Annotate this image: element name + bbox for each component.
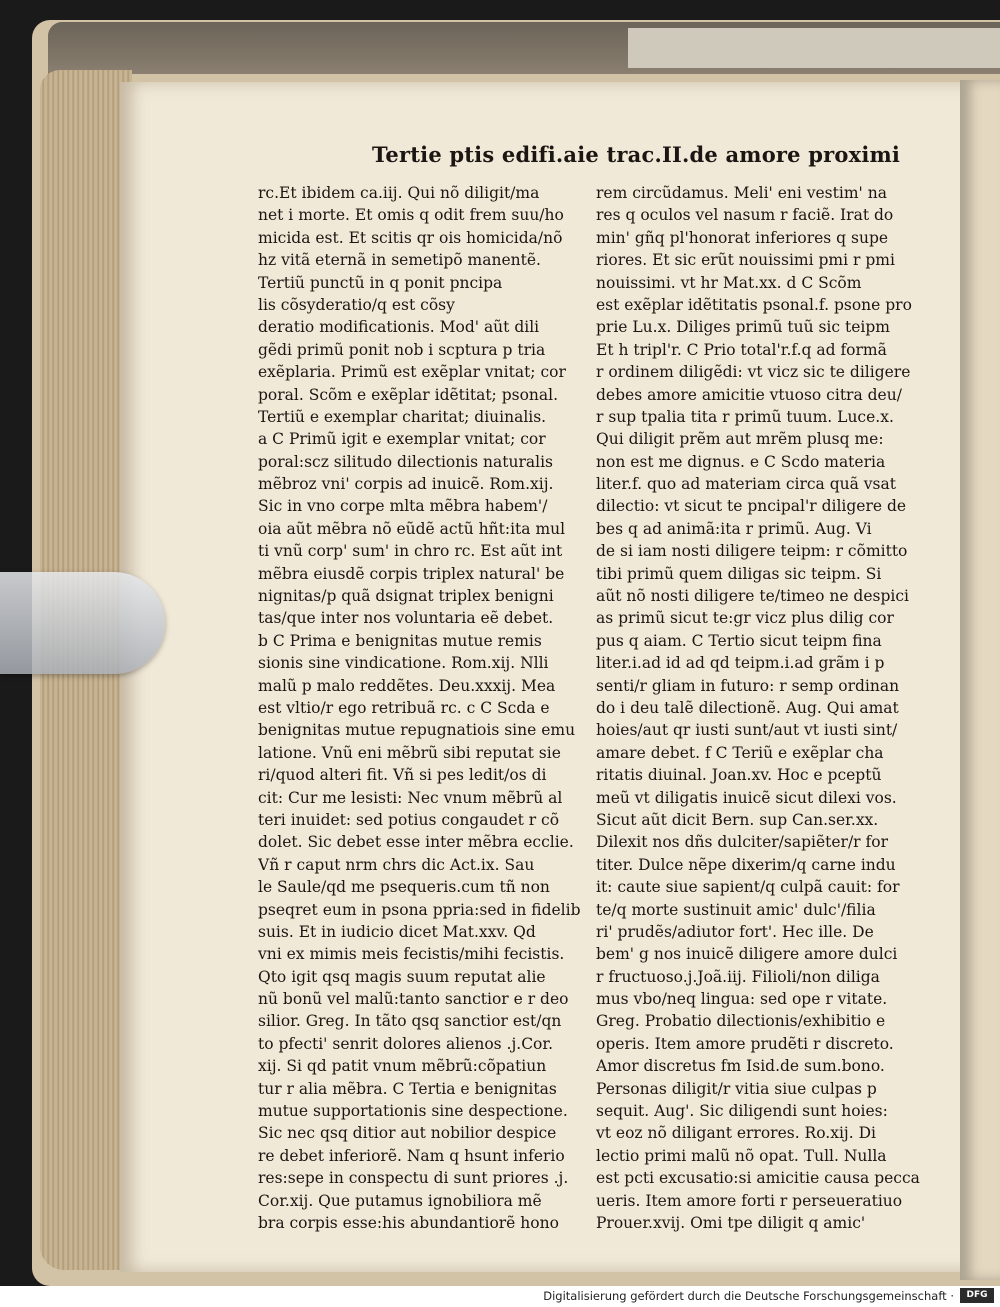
text-line: te/q morte sustinuit amic' dulc'/filia xyxy=(596,900,876,919)
cover-label-strip xyxy=(628,28,1000,68)
dfg-logo: DFG xyxy=(960,1288,994,1303)
text-line: tibi primũ quem diligas sic teipm. Si xyxy=(596,564,882,583)
text-line: latione. Vnũ eni mẽbrũ sibi reputat sie xyxy=(258,743,561,762)
text-line: hoies/aut qr iusti sunt/aut vt iusti sint/ xyxy=(596,721,898,740)
text-line: poral:scz silitudo dilectionis naturalis xyxy=(258,452,554,471)
text-line: nũ bonũ vel malũ:tanto sanctior e r deo xyxy=(258,990,569,1009)
text-line: ritatis diuinal. Joan.xv. Hoc e pceptũ xyxy=(596,766,882,785)
text-line: liter.f. quo ad materiam circa quã vsat xyxy=(596,475,896,494)
text-line: Qui diligit prẽm aut mrẽm plusq me: xyxy=(596,430,884,449)
text-line: bra corpis esse:his abundantiorẽ hono xyxy=(258,1213,559,1232)
text-line: mẽbroz vni' corpis ad inuicẽ. Rom.xij. xyxy=(258,475,554,494)
text-line: ueris. Item amore forti r perseueratiuo xyxy=(596,1191,903,1210)
text-line: prie Lu.x. Diliges primũ tuũ sic teipm xyxy=(596,318,890,337)
text-line: sionis sine vindicatione. Rom.xij. Nlli xyxy=(258,654,549,673)
text-line: riores. Et sic erũt nouissimi pmi r pmi xyxy=(596,251,895,270)
text-line: micida est. Et scitis qr ois homicida/nõ xyxy=(258,228,563,247)
text-line: nignitas/p quã dsignat triplex benigni xyxy=(258,587,554,606)
text-line: r sup tpalia tita r primũ tuum. Luce.x. xyxy=(596,407,894,426)
text-line: liter.i.ad id ad qd teipm.i.ad grãm i p xyxy=(596,654,885,673)
text-line: re debet inferiorẽ. Nam q hsunt inferio xyxy=(258,1146,565,1165)
text-line: poral. Scõm e exẽplar idẽtitat; psonal. xyxy=(258,385,559,404)
text-line: de si iam nosti diligere teipm: r cõmitto xyxy=(596,542,908,561)
text-line: aũt nõ nosti diligere te/timeo ne despici xyxy=(596,587,909,606)
text-line: hz vitã eternã in semetipõ manentẽ. xyxy=(258,251,541,270)
text-line: Tertiũ punctũ in q ponit pncipa xyxy=(258,273,503,292)
running-header: Tertie ptis edifi.aie trac.II.de amore proximi xyxy=(372,142,901,167)
text-line: operis. Item amore prudẽti r discreto. xyxy=(596,1034,894,1053)
text-line: benignitas mutue repugnatiois sine emu xyxy=(258,721,576,740)
text-line: titer. Dulce nẽpe dixerim/q carne indu xyxy=(596,855,896,874)
text-line: Sic nec qsq ditior aut nobilior despice xyxy=(258,1124,557,1143)
text-line: suis. Et in iudicio dicet Mat.xxv. Qd xyxy=(258,922,536,941)
text-line: oia aũt mẽbra nõ eũdẽ actũ hñt:ita mul xyxy=(258,519,566,538)
text-line: Greg. Probatio dilectionis/exhibitio e xyxy=(596,1012,886,1031)
text-line: Et h tripl'r. C Prio total'r.f.q ad formã xyxy=(596,340,887,359)
text-line: pseqret eum in psona ppria:sed in fidelib xyxy=(258,900,581,919)
text-line: bem' g nos inuicẽ diligere amore dulci xyxy=(596,945,898,964)
text-line: lectio primi malũ nõ opat. Tull. Nulla xyxy=(596,1146,887,1165)
text-line: Cor.xij. Que putamus ignobiliora mẽ xyxy=(258,1191,542,1210)
text-line: it: caute siue sapient/q culpã cauit: for xyxy=(596,878,900,897)
text-line: tas/que inter nos voluntaria eẽ debet. xyxy=(258,609,554,628)
text-line: non est me dignus. e C Scdo materia xyxy=(596,452,886,471)
text-line: sequit. Aug'. Sic diligendi sunt hoies: xyxy=(596,1102,888,1121)
text-line: senti/r gliam in futuro: r semp ordinan xyxy=(596,676,900,695)
text-line: dolet. Sic debet esse inter mẽbra ecclie. xyxy=(258,833,574,852)
text-line: min' gñq pl'honorat inferiores q supe xyxy=(596,228,889,247)
text-line: ri/quod alteri fit. Vñ si pes ledit/os di xyxy=(258,766,547,785)
text-line: mutue supportationis sine despectione. xyxy=(258,1102,568,1121)
text-line: est vltio/r ego retribuã rc. c C Scda e xyxy=(258,698,550,717)
text-line: b C Prima e benignitas mutue remis xyxy=(258,631,542,650)
text-line: Sicut aũt dicit Bern. sup Can.ser.xx. xyxy=(596,810,879,829)
text-line: cit: Cur me lesisti: Nec vnum mẽbrũ al xyxy=(258,788,563,807)
text-line: Vñ r caput nrm chrs dic Act.ix. Sau xyxy=(258,855,535,874)
text-line: rem circũdamus. Meli' eni vestim' na xyxy=(596,184,887,202)
text-line: le Saule/qd me psequeris.cum tñ non xyxy=(258,878,550,897)
text-line: malũ p malo reddẽtes. Deu.xxxij. Mea xyxy=(258,676,556,695)
text-line: dilectio: vt sicut te pncipal'r diligere de xyxy=(596,497,907,516)
text-line: teri inuidet: sed potius congaudet r cõ xyxy=(258,810,560,829)
right-page-edge xyxy=(960,80,1000,1280)
text-line: r ordinem diligẽdi: vt vicz sic te diligere xyxy=(596,363,911,382)
text-line: do i deu talẽ dilectionẽ. Aug. Qui amat xyxy=(596,698,899,717)
text-line: xij. Si qd patit vnum mẽbrũ:cõpatiun xyxy=(258,1057,547,1076)
text-line: gẽdi primũ ponit nob i scptura p tria xyxy=(258,340,546,359)
page-holder-pointer xyxy=(0,572,165,674)
text-line: Dilexit nos dñs dulciter/sapiẽter/r for xyxy=(596,833,888,852)
text-line: net i morte. Et omis q odit frem suu/ho xyxy=(258,206,564,225)
text-line: res:sepe in conspectu di sunt priores .j. xyxy=(258,1169,569,1188)
text-line: res q oculos vel nasum r faciẽ. Irat do xyxy=(596,206,894,225)
text-line: a C Primũ igit e exemplar vnitat; cor xyxy=(258,430,546,449)
text-line: vt eoz nõ diligant errores. Ro.xij. Di xyxy=(596,1124,876,1143)
text-line: r fructuoso.j.Joã.iij. Filioli/non diliga xyxy=(596,967,880,986)
text-line: est exẽplar idẽtitatis psonal.f. psone pro xyxy=(596,295,912,314)
text-line: pus q aiam. C Tertio sicut teipm fina xyxy=(596,631,882,650)
right-text-column xyxy=(596,182,936,1234)
text-line: bes q ad animã:ita r primũ. Aug. Vi xyxy=(596,519,872,538)
text-line: debes amore amicitie vtuoso citra deu/ xyxy=(596,385,902,404)
text-line: mẽbra eiusdẽ corpis triplex natural' be xyxy=(258,564,565,583)
text-line: Prouer.xvij. Omi tpe diligit q amic' xyxy=(596,1213,866,1232)
left-text-column xyxy=(258,182,598,1234)
text-line: Tertiũ e exemplar charitat; diuinalis. xyxy=(258,407,547,426)
text-line: amare debet. f C Teriũ e exẽplar cha xyxy=(596,743,884,762)
digitization-credit: Digitalisierung gefördert durch die Deutsche Forschungsgemeinschaft · xyxy=(543,1289,954,1303)
text-line: Qto igit qsq magis suum reputat alie xyxy=(258,967,546,986)
text-line: to pfecti' senrit dolores alienos .j.Cor. xyxy=(258,1034,554,1053)
text-line: tur r alia mẽbra. C Tertia e benignitas xyxy=(258,1079,557,1098)
text-line: est pcti excusatio:si amicitie causa pecca xyxy=(596,1169,920,1188)
text-line: meũ vt diligatis inuicẽ sicut dilexi vos. xyxy=(596,788,897,807)
text-line: mus vbo/neq lingua: sed ope r vitate. xyxy=(596,990,888,1009)
text-line: as primũ sicut te:gr vicz plus dilig cor xyxy=(596,609,894,628)
text-line: ti vnũ corp' sum' in chro rc. Est aũt int xyxy=(258,542,563,561)
text-line: deratio modificationis. Mod' aũt dili xyxy=(258,318,540,337)
text-line: Sic in vno corpe mlta mẽbra habem'/ xyxy=(258,497,548,516)
text-line: lis cõsyderatio/q est cõsy xyxy=(258,295,455,314)
text-line: vni ex mimis meis fecistis/mihi fecistis. xyxy=(258,945,565,964)
text-line: Personas diligit/r vitia siue culpas p xyxy=(596,1079,877,1098)
text-line: nouissimi. vt hr Mat.xx. d C Scõm xyxy=(596,273,862,292)
text-line: exẽplaria. Primũ est exẽplar vnitat; cor xyxy=(258,363,566,382)
text-line: Amor discretus fm Isid.de sum.bono. xyxy=(596,1057,885,1076)
text-line: rc.Et ibidem ca.iij. Qui nõ diligit/ma xyxy=(258,184,540,202)
text-line: ri' prudẽs/adiutor fort'. Hec ille. De xyxy=(596,922,874,941)
text-line: silior. Greg. In tãto qsq sanctior est/qn xyxy=(258,1012,562,1031)
